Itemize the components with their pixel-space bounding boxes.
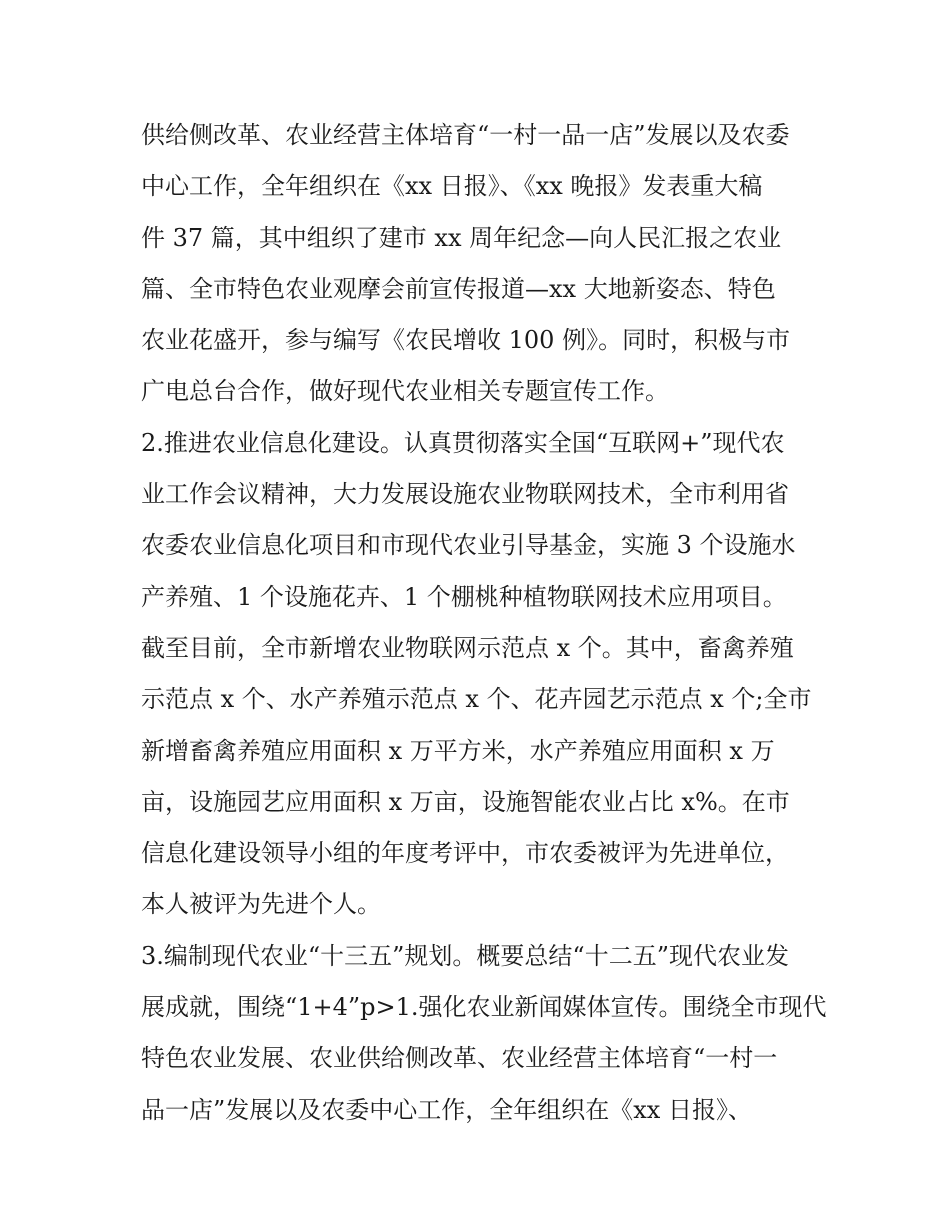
document-body bbox=[141, 110, 827, 1136]
text-line: 中心工作，全年组织在《xx 日报》、《xx 晚报》发表重大稿 bbox=[141, 172, 763, 201]
text-line: 信息化建设领导小组的年度考评中，市农委被评为先进单位， bbox=[141, 839, 789, 868]
text-line: 亩，设施园艺应用面积 x 万亩，设施智能农业占比 x%。在市 bbox=[141, 787, 790, 816]
section-heading-3-line: 3.编制现代农业“十三五”规划。概要总结“十二五”现代农业发 bbox=[141, 941, 789, 970]
text-line: 新增畜禽养殖应用面积 x 万平方米，水产养殖应用面积 x 万 bbox=[141, 736, 775, 765]
text-line: 展成就，围绕“1+4”p>1.强化农业新闻媒体宣传。围绕全市现代 bbox=[141, 993, 827, 1022]
text-line: 农业花盛开，参与编写《农民增收 100 例》。同时，积极与市 bbox=[141, 326, 791, 355]
text-line: 篇、全市特色农业观摩会前宣传报道—xx 大地新姿态、特色 bbox=[141, 274, 776, 303]
text-line: 供给侧改革、农业经营主体培育“一村一品一店”发展以及农委 bbox=[141, 121, 790, 149]
text-line: 农委农业信息化项目和市现代农业引导基金，实施 3 个设施水 bbox=[141, 531, 796, 560]
text-line: 件 37 篇，其中组织了建市 xx 周年纪念—向人民汇报之农业 bbox=[141, 223, 782, 252]
text-line: 业工作会议精神，大力发展设施农业物联网技术，全市利用省 bbox=[141, 480, 789, 509]
text-line: 示范点 x 个、水产养殖示范点 x 个、花卉园艺示范点 x 个;全市 bbox=[141, 685, 812, 714]
text-line: 广电总台合作，做好现代农业相关专题宣传工作。 bbox=[141, 377, 669, 406]
text-line: 产养殖、1 个设施花卉、1 个棚桃种植物联网技术应用项目。 bbox=[141, 582, 787, 611]
section-heading-2-line: 2.推进农业信息化建设。认真贯彻落实全国“互联网+”现代农 bbox=[141, 428, 785, 457]
text-line: 截至目前，全市新增农业物联网示范点 x 个。其中，畜禽养殖 bbox=[141, 633, 794, 662]
text-line: 特色农业发展、农业供给侧改革、农业经营主体培育“一村一 bbox=[141, 1044, 778, 1073]
text-line: 本人被评为先进个人。 bbox=[141, 890, 381, 919]
text-line: 品一店”发展以及农委中心工作，全年组织在《xx 日报》、 bbox=[141, 1095, 752, 1124]
